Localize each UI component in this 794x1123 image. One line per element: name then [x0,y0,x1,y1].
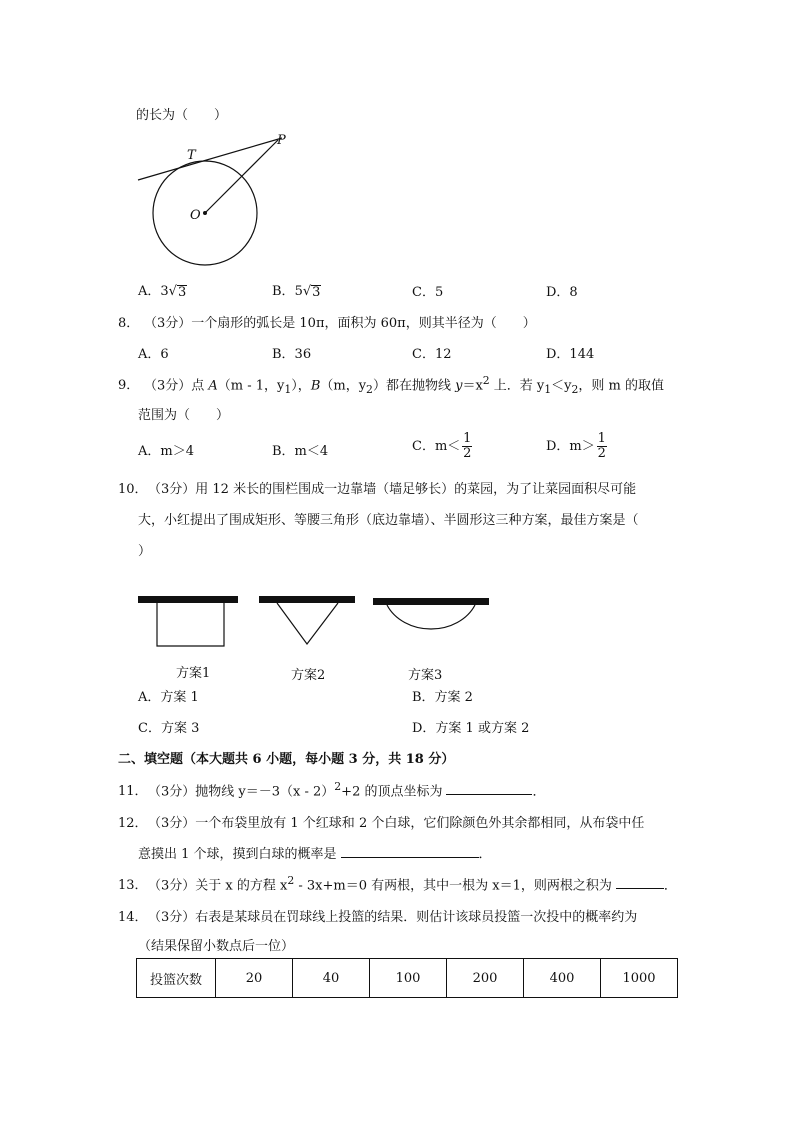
label-p: P [277,133,286,148]
caption-plan-1: 方案1 [176,666,211,681]
table-header-cell: 投篮次数 [137,959,216,998]
table-cell: 100 [370,959,447,998]
q9-tail: 上．若 y [489,378,545,394]
q9-y: y [455,378,463,394]
triangle-plan [277,603,338,644]
answer-blank[interactable] [446,780,532,795]
answer-blank[interactable] [341,843,479,858]
wall-3 [373,598,489,605]
tangent-line-pt [138,138,282,180]
q12-line1 [118,812,644,831]
q10-option-c: C．方案 3 [138,721,200,736]
q10-option-b: B．方案 2 [412,690,473,705]
sqrt-symbol: √ 3 [168,284,187,300]
q10-number: 10． [118,482,148,497]
fraction-half [597,432,607,461]
q9-eq: ＝x [462,378,483,394]
q9-number: 9． [118,378,140,394]
q11-sup: 2 [334,780,342,793]
q9-line1 [118,374,664,396]
label-o: O [190,208,201,223]
q13-sup: 2 [287,874,295,887]
q8-number: 8． [118,316,140,331]
q7-option-b-coef: 5 [294,284,303,299]
q7-option-c: C．5 [412,285,444,300]
q7-option-a [138,280,187,299]
q9-option-d-pre: D．m＞ [546,439,595,454]
q9-sub3: 1 [544,382,552,396]
q7-option-b [272,280,321,299]
q12-line2 [138,843,492,862]
q8-line [118,312,536,331]
table-cell: 20 [216,959,293,998]
q10-option-a: A．方案 1 [138,690,199,705]
q9-option-b: B．m＜4 [272,444,329,459]
q7-stem-tail: 的长为（ ） [136,108,228,123]
q7-option-b-radicand: 3 [312,285,321,300]
q8-option-a: A．6 [138,347,169,362]
point-a: A [208,378,218,394]
q11-pre: （3分）抛物线 y＝－3（x - 2） [148,784,335,800]
q9-coord-b: （m，y [320,378,367,394]
q9-sup2: 2 [482,374,490,387]
q7-tangent-figure [130,128,300,268]
table-cell: 400 [524,959,601,998]
q11-number: 11． [118,784,148,800]
q13-line [118,874,677,893]
q9-option-c [412,432,472,461]
rectangle-plan [157,603,224,646]
q8-option-c: C．12 [412,347,452,362]
q7-option-a-radicand: 3 [177,285,187,300]
q8-stem: （3分）一个扇形的弧长是 10π，面积为 60π，则其半径为（ ） [144,316,536,331]
q11-line [118,780,545,799]
q13-number: 13． [118,878,148,894]
q14-number: 14． [118,910,148,925]
q12-end: ． [478,847,492,862]
q9-stem-part1: （3分）点 [144,378,209,394]
table-row [137,959,678,998]
q9-coord-a: （m - 1，y [217,378,285,394]
center-point-o [203,211,207,215]
frac-num: 1 [463,431,472,446]
frac-den: 2 [463,446,472,461]
frac-num: 1 [597,431,606,446]
q9-line2: 范围为（ ） [138,408,230,423]
q10-line3: ） [138,544,152,559]
q8-option-d: D．144 [546,347,595,362]
q13-end: ． [663,878,677,894]
q9-option-c-pre: C．m＜ [412,439,461,454]
wall-2 [259,596,355,603]
table-cell: 40 [293,959,370,998]
q14-line1 [118,906,637,925]
frac-den: 2 [597,446,606,461]
q9-sub1: 1 [284,382,292,396]
q12-number: 12． [118,816,148,831]
q10-line1 [118,478,636,497]
q9-tail2: ，则 m 的取值 [578,378,665,394]
fraction-half [462,432,472,461]
q10-line2: 大，小红提出了围成矩形、等腰三角形（底边靠墙）、半圆形这三种方案，最佳方案是（ [138,513,639,528]
q14-line2: （结果保留小数点后一位） [138,939,295,954]
q9-option-d [546,432,607,461]
q12-stem-line2: 意摸出 1 个球，摸到白球的概率是 [138,847,337,862]
answer-blank[interactable] [616,874,664,889]
q8-option-b: B．36 [272,347,312,362]
caption-plan-3: 方案3 [408,668,443,683]
q11-post: +2 的顶点坐标为 [341,784,443,800]
q7-option-d: D．8 [546,285,578,300]
q12-stem-line1: （3分）一个布袋里放有 1 个红球和 2 个白球，它们除颜色外其余都相同，从布袋中任 [148,816,645,831]
shot-results-table [136,958,678,998]
caption-plan-2: 方案2 [291,668,326,683]
q9-close1: ）， [291,378,311,394]
q13-pre: （3分）关于 x 的方程 x [148,878,288,894]
q9-option-a: A．m＞4 [138,444,194,459]
label-t: T [187,148,196,163]
wall-1 [138,596,238,603]
q7-option-a-coef: 3 [160,284,169,299]
line-op [205,140,278,213]
q11-end: ． [532,784,546,800]
point-b: B [310,378,321,394]
table-cell: 1000 [601,959,678,998]
table-cell: 200 [447,959,524,998]
q7-option-a-letter: A． [138,284,161,299]
q14-stem-line1: （3分）右表是某球员在罚球线上投篮的结果．则估计该球员投篮一次投中的概率约为 [148,910,638,925]
section-title: 二、填空题（本大题共 6 小题，每小题 3 分，共 18 分） [118,752,455,767]
q9-sub2: 2 [366,382,373,396]
q13-post: - 3x+m＝0 有两根，其中一根为 x＝1，则两根之积为 [294,878,612,894]
semicircle-plan [387,605,475,629]
q9-lt: ＜y [551,378,572,394]
q9-close2: ）都在抛物线 [372,378,456,394]
q10-stem-line1: （3分）用 12 米长的围栏围成一边靠墙（墙足够长）的菜园，为了让菜园面积尽可能 [148,482,637,497]
q9-sub4: 2 [571,382,579,396]
sqrt-symbol: √ 3 [302,284,321,300]
q10-option-d: D．方案 1 或方案 2 [412,721,530,736]
q7-option-b-letter: B． [272,284,295,299]
q10-figures [135,593,495,653]
